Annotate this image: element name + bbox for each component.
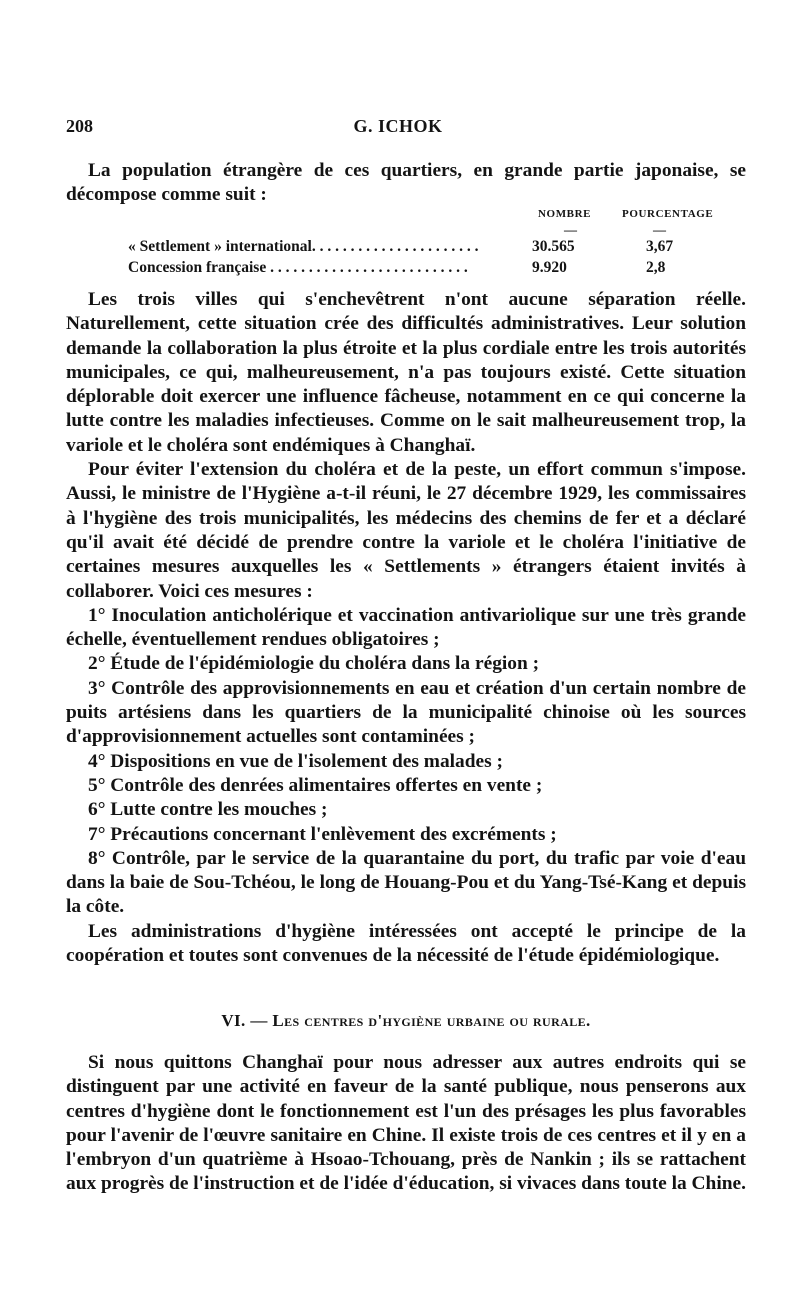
body-text [66,288,746,968]
row-label: Concession française . . . . . . . . . . . . . . . . . . . . . . . . . . [128,259,468,276]
section-title: Les centres d'hygiène urbaine ou rurale. [272,1011,591,1030]
measure-item: 1° Inoculation anticholérique et vaccination antivariolique sur une très grande échelle, éventuellement rendues obligatoires ; [66,604,746,651]
measure-item: 2° Étude de l'épidémiologie du choléra dans la région ; [88,653,540,675]
section-body [66,1051,746,1197]
table-row [66,259,746,279]
measure-item: 3° Contrôle des approvisionnements en eau et création d'un certain nombre de puits artésiens dans les quartiers de la municipalité chinoise où les sources d'approvisionnement actuelles sont contaminées ; [66,677,746,748]
paragraph: Pour éviter l'extension du choléra et de la peste, un effort commun s'impose. Aussi, le ministre de l'Hygiène a-t-il réuni, le 27 décembre 1929, les commissaires à l'hygiène des trois municipalités, les médecins des chemins de fer et a déclaré qu'il avait été décidé de prendre contre la variole et le choléra l'initiative de certaines mesures auxquelles les « Settlements » étrangers étaient invités à collaborer. Voici ces mesures : [66,459,746,602]
measure-item: 6° Lutte contre les mouches ; [88,799,328,821]
column-header-pourcentage: POURCENTAGE [622,208,714,220]
column-rule: — [653,222,666,237]
intro-block [66,159,746,208]
paragraph: Les administrations d'hygiène intéressées ont accepté le principe de la coopération et toutes sont convenues de la nécessité de l'étude épidémiologique. [66,920,746,967]
measure-item: 7° Précautions concernant l'enlèvement des excréments ; [88,823,557,845]
row-nombre: 9.920 [532,259,567,276]
column-header-nombre: NOMBRE [538,208,592,220]
measure-item: 8° Contrôle, par le service de la quarantaine du port, du trafic par voie d'eau dans la baie de Sou-Tchéou, le long de Houang-Pou et du Yang-Tsé-Kang et depuis la côte. [66,847,746,918]
section-heading [66,1011,746,1031]
page-number: 208 [66,116,93,136]
row-label: « Settlement » international. . . . . . . . . . . . . . . . . . . . . . [128,238,479,255]
table-row [66,238,746,258]
row-pourcentage: 3,67 [646,238,674,255]
running-header [66,116,730,138]
column-rule: — [564,222,577,237]
running-head-author: G. ICHOK [353,116,443,136]
measure-item: 5° Contrôle des denrées alimentaires offertes en vente ; [88,774,543,796]
paragraph: Si nous quittons Changhaï pour nous adresser aux autres endroits qui se distinguent par une activité en faveur de la santé publique, nous penserons aux centres d'hygiène dont le fonctionnement est l'un des présages les plus favorables pour l'avenir de l'œuvre sanitaire en Chine. Il existe trois de ces centres et il y en a l'embryon d'un quatrième à Hsoao-Tchouang, près de Nankin ; ils se rattachent aux progrès de l'instruction et de l'idée d'éducation, si vivaces dans toute la Chine. [66,1052,746,1195]
section-numeral: VI. — [221,1011,268,1030]
measure-item: 4° Dispositions en vue de l'isolement des malades ; [88,750,503,772]
row-pourcentage: 2,8 [646,259,666,276]
intro-paragraph: La population étrangère de ces quartiers, en grande partie japonaise, se décompose comme suit : [66,160,746,206]
paragraph: Les trois villes qui s'enchevêtrent n'ont aucune séparation réelle. Naturellement, cette situation crée des difficultés administratives. Leur solution demande la collaboration la plus étroite et la plus cordiale entre les trois autorités municipales, ce qui, malheureusement, n'a pas toujours existé. Cette situation déplorable doit exercer une influence fâcheuse, notamment en ce qui concerne la lutte contre les maladies infectieuses. Comme on le sait malheureusement trop, la variole et le choléra sont endémiques à Changhaï. [66,289,746,456]
row-nombre: 30.565 [532,238,575,255]
